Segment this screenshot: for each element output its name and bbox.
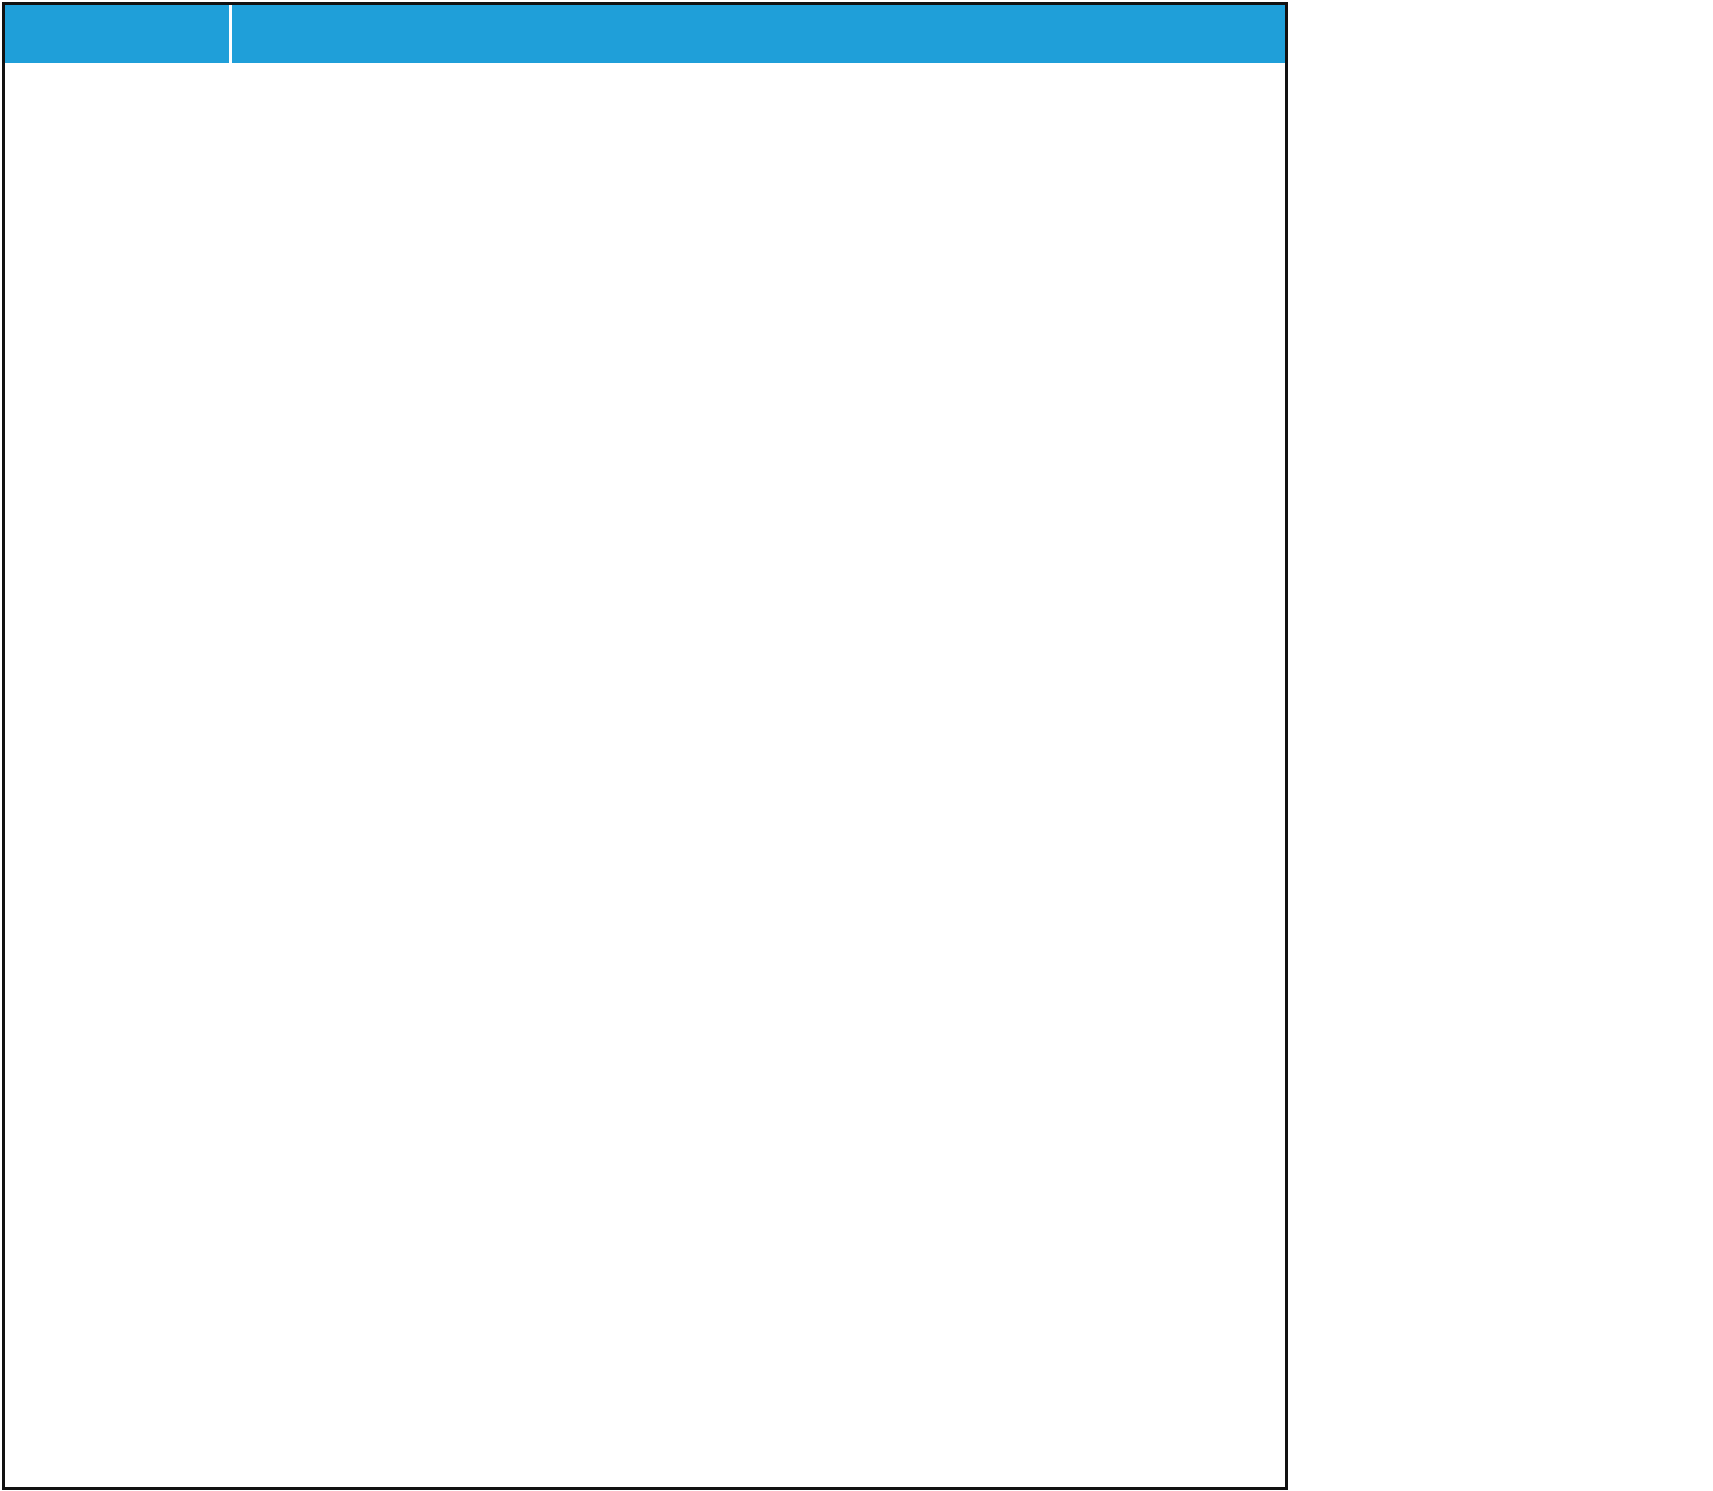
year-label <box>5 5 229 63</box>
table-title <box>232 5 1285 63</box>
course-table <box>2 2 1288 1490</box>
